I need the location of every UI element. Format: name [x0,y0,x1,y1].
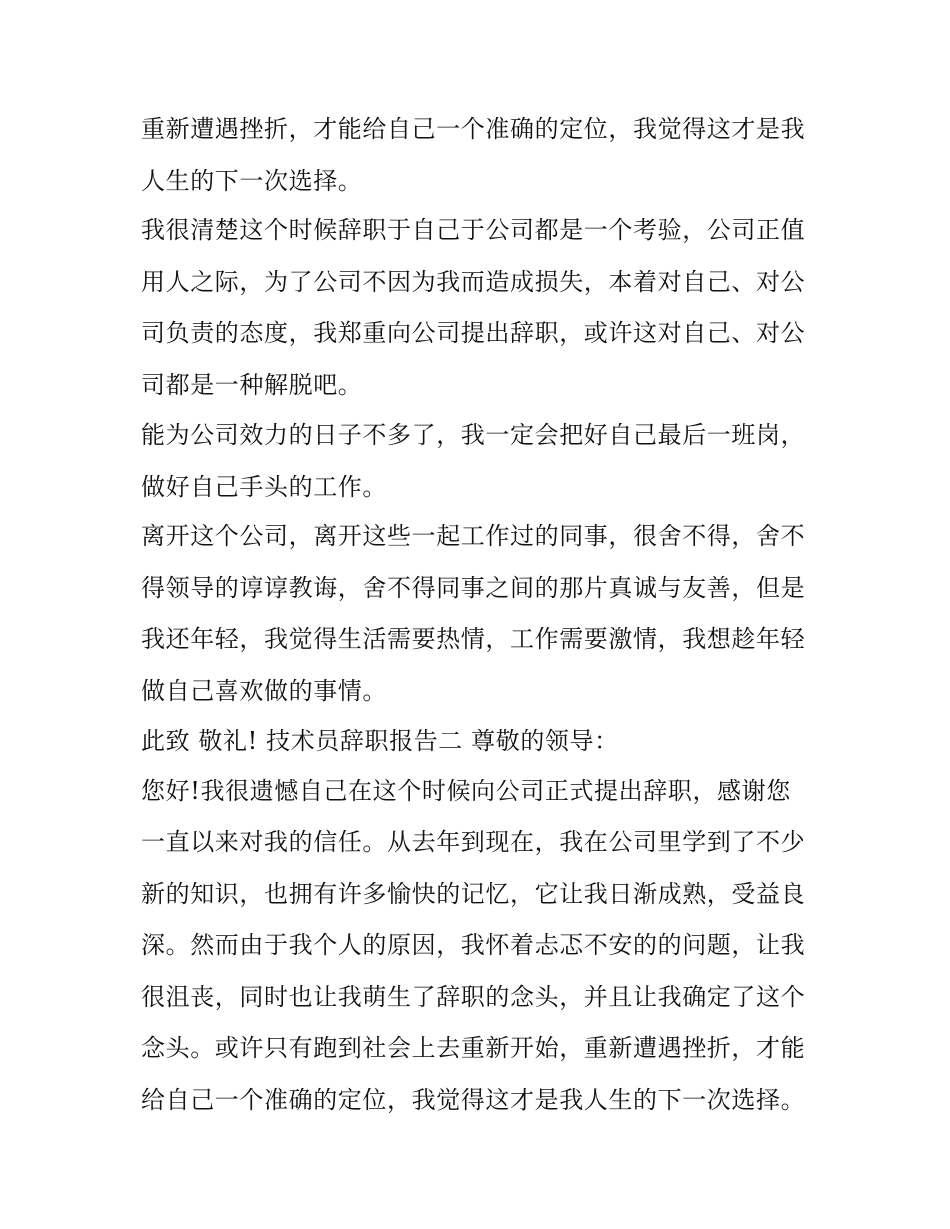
text-line: 我很清楚这个时候辞职于自己于公司都是一个考验，公司正值 [141,216,806,244]
text-line: 司负责的态度，我郑重向公司提出辞职，或许这对自己、对公 [141,319,806,347]
text-line: 念头。或许只有跑到社会上去重新开始，重新遭遇挫折，才能 [141,1034,806,1062]
text-line: 新的知识，也拥有许多愉快的记忆，它让我日渐成熟，受益良 [141,880,806,908]
text-line: 用人之际，为了公司不因为我而造成损失，本着对自己、对公 [141,268,806,296]
text-line: 给自己一个准确的定位，我觉得这才是我人生的下一次选择。 [141,1086,806,1114]
text-line: 此致 敬礼! 技术员辞职报告二 尊敬的领导： [141,727,619,755]
text-line: 人生的下一次选择。 [141,167,363,195]
text-line: 司都是一种解脱吧。 [141,371,363,399]
text-line: 深。然而由于我个人的原因，我怀着忐忑不安的的问题，让我 [141,931,806,959]
text-line: 做好自己手头的工作。 [141,473,387,501]
text-line: 我还年轻，我觉得生活需要热情，工作需要激情，我想趁年轻 [141,625,806,653]
text-line: 很沮丧，同时也让我萌生了辞职的念头，并且让我确定了这个 [141,983,806,1011]
text-line: 做自己喜欢做的事情。 [141,677,387,705]
text-line: 一直以来对我的信任。从去年到现在，我在公司里学到了不少 [141,828,806,856]
text-line: 重新遭遇挫折，才能给自己一个准确的定位，我觉得这才是我 [141,115,806,143]
text-line: 能为公司效力的日子不多了，我一定会把好自己最后一班岗， [141,421,806,449]
text-line: 离开这个公司，离开这些一起工作过的同事，很舍不得，舍不 [141,522,806,550]
text-line: 得领导的谆谆教诲，舍不得同事之间的那片真诚与友善，但是 [141,574,806,602]
text-line: 您好!我很遗憾自己在这个时候向公司正式提出辞职，感谢您 [141,777,791,805]
